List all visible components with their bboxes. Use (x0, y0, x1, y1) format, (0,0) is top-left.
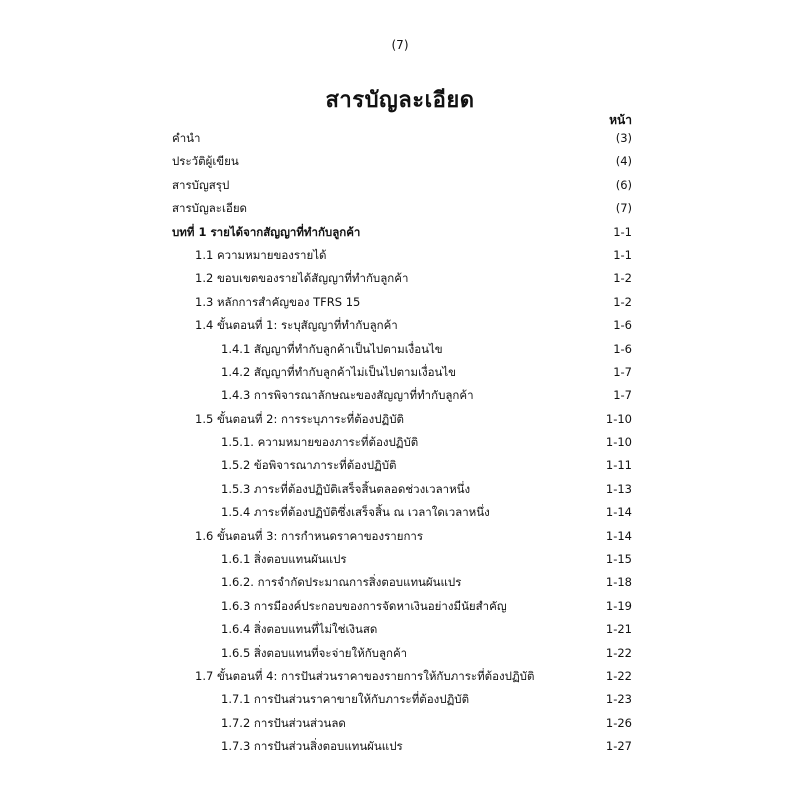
toc-entry (0, 478, 800, 501)
toc-entry-label: 1.7.3 การปันส่วนสิ่งตอบแทนผันแปร (221, 739, 403, 754)
toc-entry-label: 1.6.2. การจำกัดประมาณการสิ่งตอบแทนผันแปร (221, 575, 462, 590)
toc-entry-page: (3) (615, 131, 632, 145)
toc-entry-page: 1-2 (613, 271, 632, 286)
toc-entry-label: 1.4.2 สัญญาที่ทำกับลูกค้าไม่เป็นไปตามเงื่อนไข (221, 364, 457, 379)
toc-entry-label: 1.6.1 สิ่งตอบแทนผันแปร (221, 552, 347, 567)
toc-entry (0, 291, 800, 314)
toc-entry-page: 1-1 (613, 224, 632, 239)
toc-entry-label: คำนำ (172, 131, 201, 145)
toc-entry (0, 548, 800, 571)
toc-entry-page: 1-15 (605, 552, 632, 567)
toc-entry-page: (4) (615, 154, 632, 169)
toc-entry-page: (7) (615, 201, 632, 216)
toc-entry (0, 221, 800, 244)
toc-entry (0, 127, 800, 150)
toc-entry-label: 1.4 ขั้นตอนที่ 1: ระบุสัญญาที่ทำกับลูกค้า (195, 318, 398, 333)
toc-entry (0, 735, 800, 758)
toc-entry-label: 1.7.2 การปันส่วนส่วนลด (221, 715, 346, 730)
toc-entry (0, 150, 800, 173)
toc-entry-page: (6) (615, 177, 632, 192)
toc-entry-label: สารบัญละเอียด (172, 201, 248, 216)
toc-entry (0, 338, 800, 361)
toc-entry-label: 1.7.1 การปันส่วนราคาขายให้กับภาระที่ต้องปฏิบัติ (221, 692, 470, 707)
toc-entry (0, 314, 800, 337)
toc-entry-page: 1-10 (605, 435, 632, 450)
toc-entry (0, 595, 800, 618)
page-number: (7) (391, 38, 409, 52)
toc-entry-label: 1.5.2 ข้อพิจารณาภาระที่ต้องปฏิบัติ (221, 458, 397, 473)
page-column-header: หน้า (609, 113, 632, 127)
toc-entry-page: 1-18 (605, 575, 632, 590)
toc-entry-page: 1-2 (613, 294, 632, 309)
toc-entry-page: 1-23 (605, 692, 632, 707)
toc-entry-label: 1.7 ขั้นตอนที่ 4: การปันส่วนราคาของรายการให้กับภาระที่ต้องปฏิบัติ (195, 668, 535, 683)
toc-entry-page: 1-6 (613, 318, 632, 333)
toc-entry-label: 1.2 ขอบเขตของรายได้สัญญาที่ทำกับลูกค้า (195, 271, 409, 286)
toc-entry-label: 1.1 ความหมายของรายได้ (195, 247, 327, 262)
toc-entry-label: 1.5 ขั้นตอนที่ 2: การระบุภาระที่ต้องปฏิบัติ (195, 411, 404, 426)
toc-entry-page: 1-13 (605, 481, 632, 496)
toc-entry-page: 1-26 (605, 715, 632, 730)
toc-entry (0, 688, 800, 711)
toc-entry-label: 1.6 ขั้นตอนที่ 3: การกำหนดราคาของรายการ (195, 528, 424, 543)
toc-entry-label: ประวัติผู้เขียน (172, 154, 239, 169)
toc-entry-label: 1.3 หลักการสำคัญของ TFRS 15 (195, 294, 361, 309)
toc-entry (0, 712, 800, 735)
toc-entry (0, 571, 800, 594)
toc-entry (0, 642, 800, 665)
toc-entry-page: 1-14 (605, 528, 632, 543)
toc-entry-page: 1-14 (605, 505, 632, 520)
toc-entry-page: 1-11 (605, 458, 632, 473)
toc-entry-page: 1-7 (613, 364, 632, 379)
toc-entry-page: 1-10 (605, 411, 632, 426)
toc-entry-page: 1-6 (613, 341, 632, 356)
toc-entry (0, 197, 800, 220)
toc-entry (0, 361, 800, 384)
toc-entry-page: 1-22 (605, 645, 632, 660)
toc-entry-page: 1-21 (605, 622, 632, 637)
toc-entry-label: 1.6.5 สิ่งตอบแทนที่จะจ่ายให้กับลูกค้า (221, 645, 408, 660)
toc-entry (0, 454, 800, 477)
toc-entry-label: 1.4.1 สัญญาที่ทำกับลูกค้าเป็นไปตามเงื่อนไข (221, 341, 443, 356)
toc-entry-label: 1.5.4 ภาระที่ต้องปฏิบัติซึ่งเสร็จสิ้น ณ เวลาใดเวลาหนึ่ง (221, 505, 490, 520)
toc-entry-page: 1-1 (613, 247, 632, 262)
toc-entry (0, 665, 800, 688)
toc-entry (0, 408, 800, 431)
toc-entry-label: สารบัญสรุป (172, 177, 230, 192)
toc-entry (0, 267, 800, 290)
toc-entry (0, 174, 800, 197)
toc-entry (0, 501, 800, 524)
toc-entry (0, 618, 800, 641)
page-title: สารบัญละเอียด (325, 88, 475, 113)
toc-entry-page: 1-27 (605, 739, 632, 754)
toc-entry-label: 1.4.3 การพิจารณาลักษณะของสัญญาที่ทำกับลูกค้า (221, 388, 474, 403)
toc-entry (0, 525, 800, 548)
table-of-contents (0, 127, 800, 759)
toc-entry-label: บทที่ 1 รายได้จากสัญญาที่ทำกับลูกค้า (172, 224, 361, 239)
toc-entry-page: 1-22 (605, 668, 632, 683)
toc-entry (0, 431, 800, 454)
toc-entry-page: 1-7 (613, 388, 632, 403)
toc-entry-page: 1-19 (605, 598, 632, 613)
toc-entry-label: 1.6.3 การมีองค์ประกอบของการจัดหาเงินอย่างมีนัยสำคัญ (221, 598, 507, 613)
toc-entry-label: 1.5.3 ภาระที่ต้องปฏิบัติเสร็จสิ้นตลอดช่วงเวลาหนึ่ง (221, 481, 471, 496)
toc-entry (0, 244, 800, 267)
toc-entry-label: 1.5.1. ความหมายของภาระที่ต้องปฏิบัติ (221, 435, 419, 450)
toc-entry (0, 384, 800, 407)
toc-entry-label: 1.6.4 สิ่งตอบแทนที่ไม่ใช่เงินสด (221, 622, 378, 637)
